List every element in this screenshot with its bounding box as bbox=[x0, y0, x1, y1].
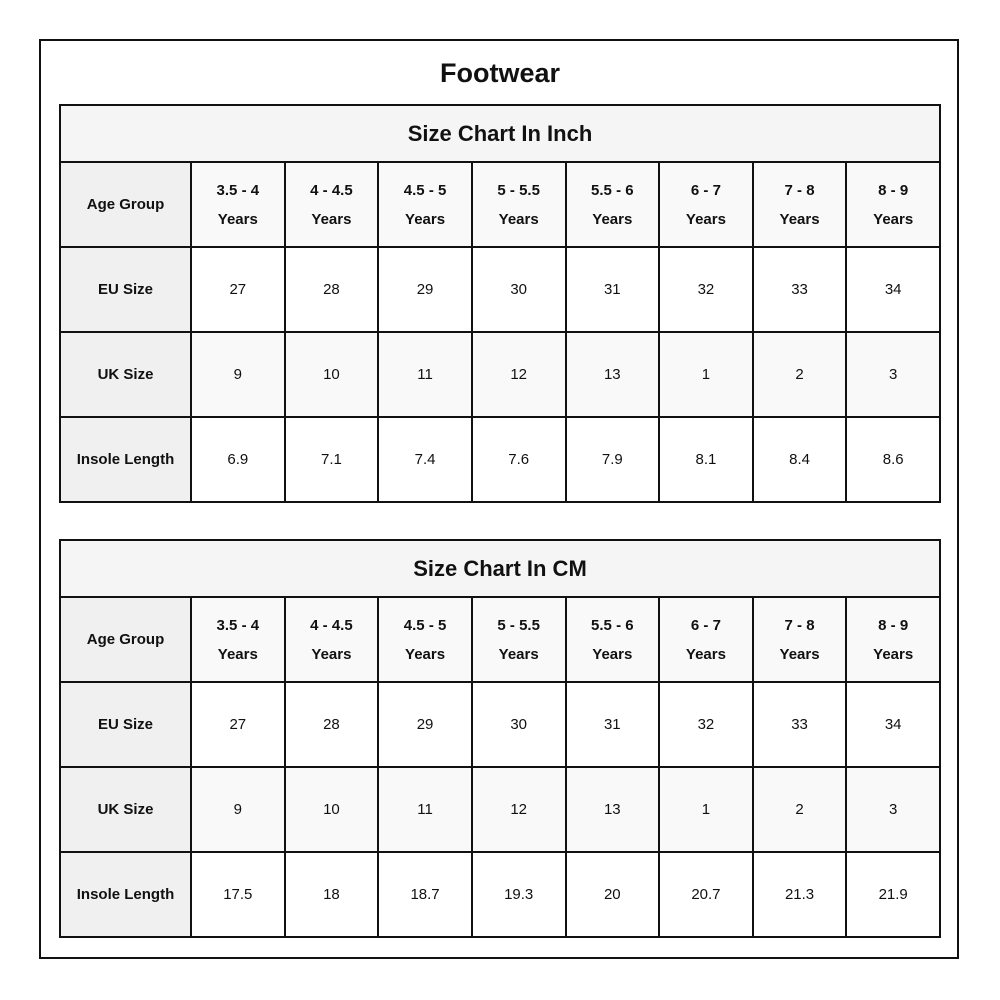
uk-size-cell: 13 bbox=[566, 767, 660, 852]
insole-length-cell: 8.1 bbox=[659, 417, 753, 502]
age-group-cell bbox=[378, 597, 472, 682]
eu-size-cell: 33 bbox=[753, 682, 847, 767]
eu-size-cell: 33 bbox=[753, 247, 847, 332]
age-range: 7 - 8 bbox=[784, 616, 815, 634]
age-range: 4 - 4.5 bbox=[310, 181, 353, 199]
age-unit: Years bbox=[217, 645, 258, 663]
uk-size-cell: 2 bbox=[753, 767, 847, 852]
eu-size-cell: 34 bbox=[846, 247, 940, 332]
age-range: 6 - 7 bbox=[690, 616, 721, 634]
insole-length-cell: 8.6 bbox=[846, 417, 940, 502]
insole-length-cell: 6.9 bbox=[191, 417, 285, 502]
age-group-cell bbox=[191, 162, 285, 247]
eu-size-cell: 31 bbox=[566, 247, 660, 332]
uk-size-cell: 1 bbox=[659, 332, 753, 417]
uk-size-cell: 3 bbox=[846, 332, 940, 417]
age-range: 4.5 - 5 bbox=[403, 616, 447, 634]
row-label-age-group: Age Group bbox=[60, 597, 191, 682]
eu-size-cell: 27 bbox=[191, 247, 285, 332]
size-chart-cm-table bbox=[59, 539, 941, 938]
uk-size-cell: 13 bbox=[566, 332, 660, 417]
uk-size-cell: 9 bbox=[191, 767, 285, 852]
age-unit: Years bbox=[405, 210, 446, 228]
row-label-eu-size: EU Size bbox=[60, 247, 191, 332]
age-group-cell bbox=[566, 162, 660, 247]
table-row bbox=[60, 162, 940, 247]
table-row bbox=[60, 682, 940, 767]
age-range: 6 - 7 bbox=[690, 181, 721, 199]
age-unit: Years bbox=[873, 210, 914, 228]
age-unit: Years bbox=[311, 645, 352, 663]
insole-length-cell: 18 bbox=[285, 852, 379, 937]
eu-size-cell: 30 bbox=[472, 247, 566, 332]
insole-length-cell: 17.5 bbox=[191, 852, 285, 937]
eu-size-cell: 31 bbox=[566, 682, 660, 767]
insole-length-cell: 21.9 bbox=[846, 852, 940, 937]
age-unit: Years bbox=[779, 645, 820, 663]
age-range: 4 - 4.5 bbox=[310, 616, 353, 634]
page-title: Footwear bbox=[439, 58, 560, 88]
age-range: 5.5 - 6 bbox=[591, 616, 634, 634]
insole-length-cell: 18.7 bbox=[378, 852, 472, 937]
uk-size-cell: 9 bbox=[191, 332, 285, 417]
age-group-cell bbox=[566, 597, 660, 682]
table-row bbox=[60, 597, 940, 682]
eu-size-cell: 30 bbox=[472, 682, 566, 767]
insole-length-cell: 20.7 bbox=[659, 852, 753, 937]
age-range: 5 - 5.5 bbox=[497, 181, 540, 199]
eu-size-cell: 27 bbox=[191, 682, 285, 767]
eu-size-cell: 29 bbox=[378, 682, 472, 767]
table-title: Size Chart In CM bbox=[60, 540, 940, 597]
age-range: 3.5 - 4 bbox=[216, 181, 260, 199]
eu-size-cell: 32 bbox=[659, 682, 753, 767]
row-label-insole-length: Insole Length bbox=[60, 852, 191, 937]
age-unit: Years bbox=[779, 210, 820, 228]
age-group-cell bbox=[753, 597, 847, 682]
uk-size-cell: 12 bbox=[472, 332, 566, 417]
insole-length-cell: 7.6 bbox=[472, 417, 566, 502]
insole-length-cell: 19.3 bbox=[472, 852, 566, 937]
age-range: 5.5 - 6 bbox=[591, 181, 634, 199]
row-label-uk-size: UK Size bbox=[60, 332, 191, 417]
insole-length-cell: 20 bbox=[566, 852, 660, 937]
age-unit: Years bbox=[685, 645, 726, 663]
age-unit: Years bbox=[873, 645, 914, 663]
age-range: 4.5 - 5 bbox=[403, 181, 447, 199]
uk-size-cell: 10 bbox=[285, 332, 379, 417]
uk-size-cell: 10 bbox=[285, 767, 379, 852]
eu-size-cell: 28 bbox=[285, 682, 379, 767]
age-unit: Years bbox=[217, 210, 258, 228]
uk-size-cell: 11 bbox=[378, 332, 472, 417]
insole-length-cell: 7.9 bbox=[566, 417, 660, 502]
age-unit: Years bbox=[685, 210, 726, 228]
age-group-cell bbox=[472, 162, 566, 247]
insole-length-cell: 8.4 bbox=[753, 417, 847, 502]
uk-size-cell: 11 bbox=[378, 767, 472, 852]
row-label-insole-length: Insole Length bbox=[60, 417, 191, 502]
age-unit: Years bbox=[592, 210, 633, 228]
age-range: 5 - 5.5 bbox=[497, 616, 540, 634]
table-row bbox=[60, 332, 940, 417]
insole-length-cell: 7.4 bbox=[378, 417, 472, 502]
age-range: 3.5 - 4 bbox=[216, 616, 260, 634]
size-chart-inch-table bbox=[59, 104, 941, 503]
row-label-uk-size: UK Size bbox=[60, 767, 191, 852]
age-group-cell bbox=[659, 162, 753, 247]
row-label-age-group: Age Group bbox=[60, 162, 191, 247]
age-group-cell bbox=[846, 162, 940, 247]
uk-size-cell: 1 bbox=[659, 767, 753, 852]
eu-size-cell: 29 bbox=[378, 247, 472, 332]
eu-size-cell: 34 bbox=[846, 682, 940, 767]
age-group-cell bbox=[753, 162, 847, 247]
age-unit: Years bbox=[311, 210, 352, 228]
age-group-cell bbox=[378, 162, 472, 247]
uk-size-cell: 3 bbox=[846, 767, 940, 852]
table-row bbox=[60, 247, 940, 332]
insole-length-cell: 7.1 bbox=[285, 417, 379, 502]
age-group-cell bbox=[285, 597, 379, 682]
age-group-cell bbox=[472, 597, 566, 682]
age-group-cell bbox=[659, 597, 753, 682]
age-range: 8 - 9 bbox=[878, 616, 909, 634]
age-group-cell bbox=[191, 597, 285, 682]
row-label-eu-size: EU Size bbox=[60, 682, 191, 767]
age-range: 7 - 8 bbox=[784, 181, 815, 199]
uk-size-cell: 2 bbox=[753, 332, 847, 417]
table-title: Size Chart In Inch bbox=[60, 105, 940, 162]
age-group-cell bbox=[846, 597, 940, 682]
insole-length-cell: 21.3 bbox=[753, 852, 847, 937]
table-row bbox=[60, 417, 940, 502]
table-row bbox=[60, 852, 940, 937]
eu-size-cell: 32 bbox=[659, 247, 753, 332]
table-row bbox=[60, 767, 940, 852]
age-unit: Years bbox=[498, 210, 539, 228]
uk-size-cell: 12 bbox=[472, 767, 566, 852]
eu-size-cell: 28 bbox=[285, 247, 379, 332]
age-unit: Years bbox=[405, 645, 446, 663]
age-range: 8 - 9 bbox=[878, 181, 909, 199]
age-unit: Years bbox=[592, 645, 633, 663]
age-unit: Years bbox=[498, 645, 539, 663]
age-group-cell bbox=[285, 162, 379, 247]
